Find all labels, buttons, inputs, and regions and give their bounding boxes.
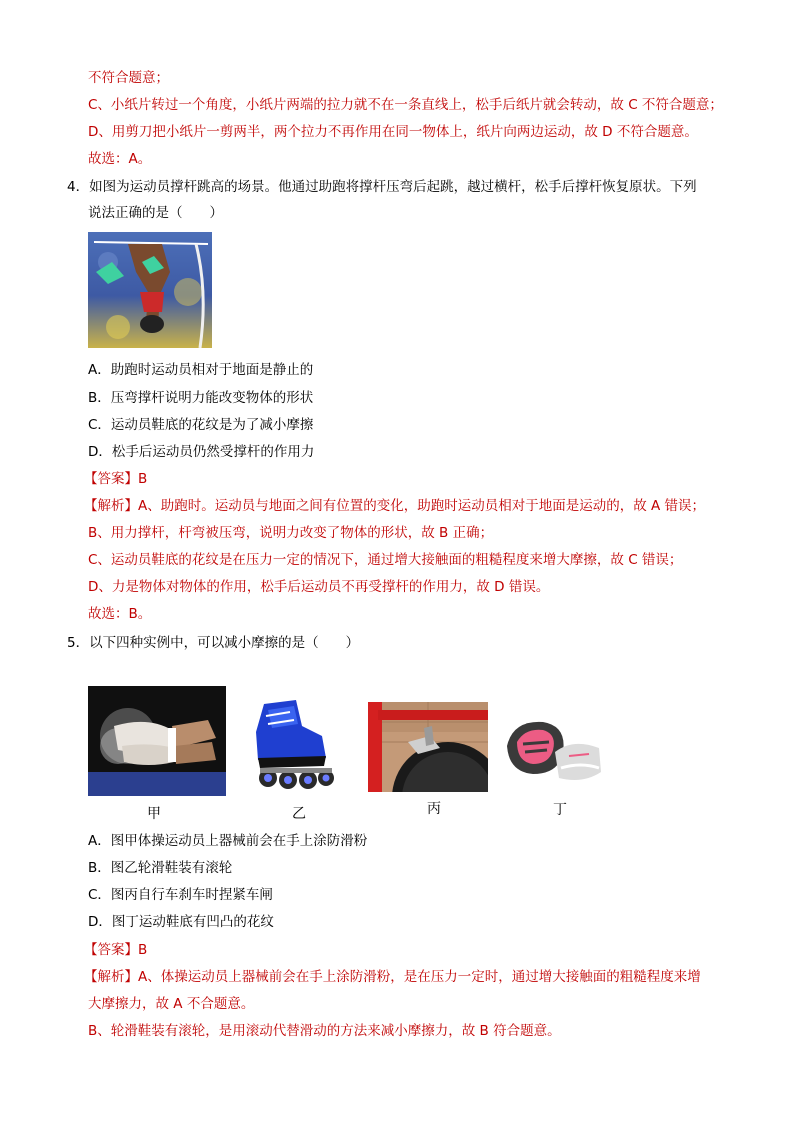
caption-yi: 乙 — [292, 806, 306, 822]
prev-analysis-line-2: D、用剪刀把小纸片一剪两半，两个拉力不再作用在同一物体上，纸片向两边运动，故 D 不符合题意。 — [88, 124, 698, 140]
inline-skate-photo — [238, 696, 338, 798]
q5-answer: 【答案】B — [84, 942, 148, 958]
q4-analysis-line-2: C、运动员鞋底的花纹是在压力一定的情况下，通过增大接触面的粗糙程度来增大摩擦，故 C 错误； — [88, 552, 683, 568]
q4-answer: 【答案】B — [84, 471, 148, 487]
prev-analysis-line-1: C、小纸片转过一个角度，小纸片两端的拉力就不在一条直线上，松手后纸片就会转动，故 C 不符合题意； — [88, 97, 723, 113]
analysis-tag: 【解析】 — [84, 498, 138, 514]
sports-shoe-photo — [503, 712, 605, 792]
analysis-tag: 【解析】 — [84, 969, 138, 985]
analysis-text: A、助跑时。运动员与地面之间有位置的变化，助跑时运动员相对于地面是运动的，故 A 错误； — [138, 498, 706, 514]
q5-option-a: A．图甲体操运动员上器械前会在手上涂防滑粉 — [88, 833, 368, 849]
q4-stem-line-2: 说法正确的是（ ） — [88, 205, 223, 221]
q5-option-b: B．图乙轮滑鞋装有滚轮 — [88, 860, 233, 876]
q4-analysis-line-0 — [84, 496, 705, 516]
q5-analysis-line-2: B、轮滑鞋装有滚轮，是用滚动代替滑动的方法来减小摩擦力，故 B 符合题意。 — [88, 1023, 561, 1039]
prev-analysis-line-3: 故选：A。 — [88, 151, 152, 167]
analysis-text: A、体操运动员上器械前会在手上涂防滑粉，是在压力一定时，通过增大接触面的粗糙程度来增 — [138, 969, 701, 985]
q5-analysis-line-1: 大摩擦力，故 A 不合题意。 — [88, 996, 255, 1012]
q4-option-c: C．运动员鞋底的花纹是为了减小摩擦 — [88, 417, 314, 433]
q5-option-d: D．图丁运动鞋底有凹凸的花纹 — [88, 914, 274, 930]
q4-analysis-line-3: D、力是物体对物体的作用，松手后运动员不再受撑杆的作用力，故 D 错误。 — [88, 579, 550, 595]
chalk-hands-photo — [88, 686, 226, 796]
q4-option-d: D．松手后运动员仍然受撑杆的作用力 — [88, 444, 315, 460]
prev-analysis-line-0: 不符合题意； — [88, 70, 169, 86]
bicycle-brake-photo — [368, 702, 488, 792]
caption-ding: 丁 — [553, 802, 567, 818]
q4-option-b: B．压弯撑杆说明力能改变物体的形状 — [88, 390, 314, 406]
caption-jia: 甲 — [147, 806, 161, 822]
caption-bing: 丙 — [427, 801, 441, 817]
q5-analysis-line-0 — [84, 967, 701, 987]
q4-option-a: A．助跑时运动员相对于地面是静止的 — [88, 362, 314, 378]
pole-vault-photo — [88, 232, 212, 348]
q4-analysis-line-4: 故选：B。 — [88, 606, 152, 622]
q4-stem-line-1: 4．如图为运动员撑杆跳高的场景。他通过助跑将撑杆压弯后起跳，越过横杆，松手后撑杆恢复原状。下列 — [67, 179, 697, 195]
q5-option-c: C．图丙自行车刹车时捏紧车闸 — [88, 887, 273, 903]
q5-stem: 5．以下四种实例中，可以减小摩擦的是（ ） — [67, 635, 360, 651]
q4-analysis-line-1: B、用力撑杆，杆弯被压弯，说明力改变了物体的形状，故 B 正确； — [88, 525, 494, 541]
